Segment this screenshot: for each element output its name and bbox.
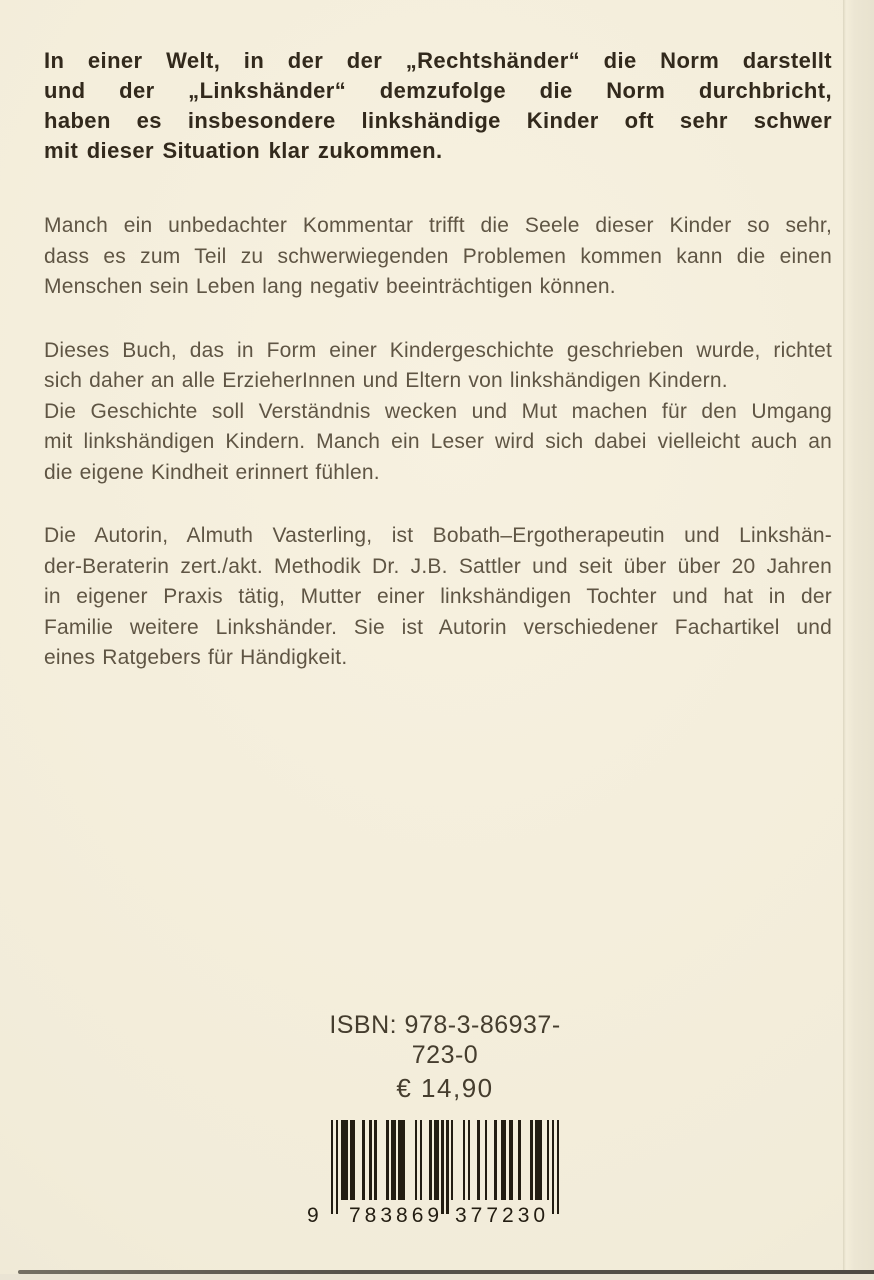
barcode-digit-group: 9 [307,1204,319,1227]
text-line: der-Beraterin zert./akt. Methodik Dr. J.B. Sattler und seit über über 20 Jahren [44,554,832,578]
barcode-bar [374,1120,376,1200]
text-line: eines Ratgebers für Händigkeit. [44,646,348,669]
headline-paragraph [44,46,832,166]
barcode-bar [530,1120,532,1200]
author-paragraph [44,521,832,674]
barcode-bar [415,1120,417,1200]
barcode-bar [446,1120,448,1214]
price-text: € 14,90 [396,1073,494,1103]
barcode-bar [429,1120,431,1200]
barcode-bar [341,1120,348,1200]
text-line: haben es insbesondere linkshändige Kinder oft sehr schwer [44,108,832,133]
barcode-bar [463,1120,465,1200]
barcode-bar [509,1120,514,1200]
text-line: Die Geschichte soll Verständnis wecken und Mut machen für den Umgang [44,399,832,423]
text-line: Menschen sein Leben lang negativ beeinträchtigen können. [44,275,616,298]
barcode-bar [494,1120,496,1200]
body-paragraph [44,336,832,489]
barcode-digit-group: 783869 [349,1204,444,1227]
ean13-barcode [307,1120,559,1234]
barcode-bar [336,1120,338,1214]
barcode-bar [391,1120,396,1200]
barcode-bar [468,1120,470,1200]
barcode-bar [369,1120,371,1200]
barcode-bar [557,1120,559,1214]
surface-below-book [0,1274,874,1280]
barcode-bar [501,1120,506,1200]
barcode-bar [434,1120,439,1200]
text-line: mit linkshändigen Kindern. Manch ein Leser wird sich dabei vielleicht auch an [44,430,832,453]
barcode-bar [451,1120,453,1200]
isbn-text: ISBN: 978-3-86937-723-0 [329,1011,561,1069]
book-right-edge [843,0,874,1272]
barcode-bar [477,1120,479,1200]
barcode-bar [441,1120,443,1214]
text-line: Die Autorin, Almuth Vasterling, ist Bobath–Ergotherapeutin und Linkshän- [44,524,832,547]
barcode-bar [518,1120,520,1200]
barcode-bar [350,1120,355,1200]
text-line: sich daher an alle ErzieherInnen und Eltern von linkshändigen Kindern. [44,369,728,392]
text-line: In einer Welt, in der der „Rechtshänder“ die Norm darstellt [44,48,832,73]
back-cover-text [44,46,832,707]
text-line: mit dieser Situation klar zukommen. [44,138,443,163]
barcode-bar [552,1120,554,1214]
text-line: die eigene Kindheit erinnert fühlen. [44,460,380,484]
barcode-bar [386,1120,388,1200]
text-line: und der „Linkshänder“ demzufolge die Norm durchbricht, [44,78,832,103]
barcode-bar [535,1120,542,1200]
barcode-bar [362,1120,364,1200]
barcode-digits [307,1204,559,1230]
barcode-digit-group: 377230 [455,1204,550,1227]
barcode-bar [485,1120,487,1200]
text-line: in eigener Praxis tätig, Mutter einer linkshändigen Tochter und hat in der [44,585,832,608]
barcode-bar [398,1120,405,1200]
barcode-bar [420,1120,422,1200]
publishing-info [305,1010,585,1234]
book-bottom-edge [18,1270,874,1274]
text-line: Manch ein unbedachter Kommentar trifft die Seele dieser Kinder so sehr, [44,214,832,237]
text-line: Dieses Buch, das in Form einer Kindergeschichte geschrieben wurde, richtet [44,338,832,362]
text-line: Familie weitere Linkshänder. Sie ist Autorin verschiedener Fachartikel und [44,615,832,639]
barcode-bar [547,1120,549,1200]
text-line: dass es zum Teil zu schwerwiegenden Problemen kommen kann die einen [44,244,832,268]
barcode-bar [331,1120,333,1214]
body-paragraph [44,211,832,303]
